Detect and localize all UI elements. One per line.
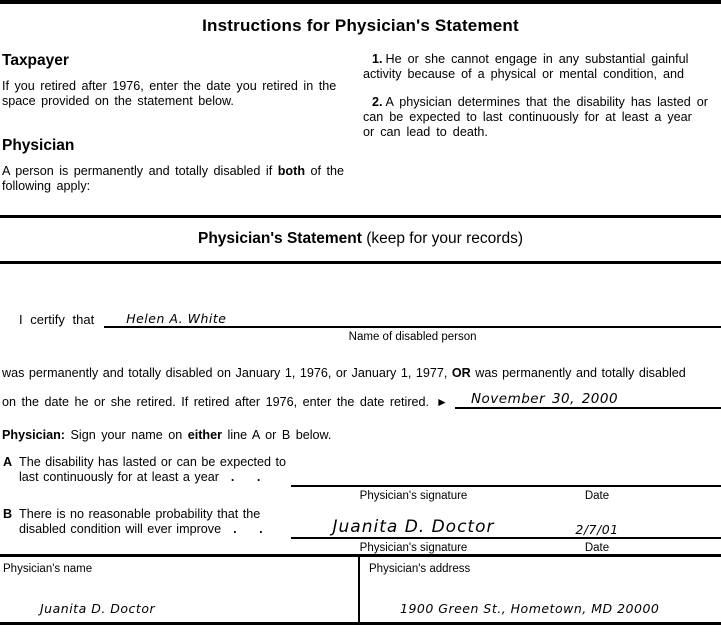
disabled-paragraph-line1 [0, 366, 721, 380]
line-a-date-label: Date [584, 490, 610, 502]
physician-name-value: Juanita D. Doctor [40, 601, 156, 616]
page-title: Instructions for Physician's Statement [202, 16, 519, 35]
sign-instruction [0, 428, 721, 442]
instructions-columns [0, 52, 721, 194]
condition-item-2 [363, 95, 708, 140]
sign-instruction-physician: Physician: [2, 428, 65, 442]
condition-item-2-number: 2. [372, 95, 383, 109]
physician-name-cell[interactable] [0, 557, 360, 622]
disabled-paragraph-pre: was permanently and totally disabled on January 1, 1976, or January 1, 1977, [2, 366, 452, 380]
line-b-labels [291, 542, 721, 554]
line-b-dot-leader: . . [233, 522, 272, 536]
line-b-description [0, 507, 291, 537]
date-retired-field[interactable] [455, 391, 721, 409]
line-b-date-value[interactable]: 2/7/01 [575, 522, 619, 537]
condition-item-1-text: He or she cannot engage in any substantial gainful activity because of a physical or mental condition, and [363, 52, 689, 81]
taxpayer-paragraph: If you retired after 1976, enter the date you retired in the space provided on the statement below. [2, 79, 337, 108]
sign-instruction-mid: Sign your name on [65, 428, 188, 442]
line-b-text-body: There is no reasonable probability that the disabled condition will ever improve [19, 507, 261, 536]
disabled-person-name-line[interactable] [104, 309, 721, 328]
condition-item-1-number: 1. [372, 52, 383, 66]
line-b-signature-value[interactable]: Juanita D. Doctor [332, 517, 495, 537]
sign-instruction-either: either [187, 428, 223, 442]
physician-address-value: 1900 Green St., Hometown, MD 20000 [400, 601, 660, 616]
physician-name-label: Physician's name [3, 563, 93, 575]
disabled-paragraph-or: OR [451, 366, 471, 380]
line-a-letter: A [3, 455, 13, 469]
taxpayer-heading: Taxpayer [2, 52, 69, 69]
statement-section-title: Physician's Statement [197, 230, 362, 247]
line-a-text [19, 455, 291, 485]
disabled-paragraph-line2 [0, 391, 721, 409]
certify-label: I certify that [19, 312, 95, 327]
physician-address-cell[interactable] [360, 557, 721, 622]
sign-instruction-post: line A or B below. [222, 428, 332, 442]
line-b-letter: B [3, 507, 13, 521]
date-retired-instruction: on the date he or she retired. If retired after 1976, enter the date retired. [2, 395, 430, 409]
line-b-signature-line[interactable] [291, 517, 721, 539]
line-a-signature-block [291, 468, 721, 502]
line-b-row [0, 507, 721, 554]
physician-heading: Physician [2, 137, 75, 154]
line-a-signature-line[interactable] [291, 468, 721, 487]
disabled-person-name-caption: Name of disabled person [348, 331, 477, 343]
condition-item-1 [363, 52, 708, 82]
physician-paragraph-bold: both [277, 164, 306, 178]
statement-section-header [0, 215, 721, 264]
certify-row [0, 309, 721, 343]
date-retired-value: November 30, 2000 [470, 391, 619, 407]
line-b-signature-label: Physician's signature [359, 542, 468, 554]
right-pointer-icon: ► [436, 395, 448, 409]
instructions-left-column [2, 52, 354, 194]
disabled-person-name-value: Helen A. White [126, 311, 227, 326]
line-a-dot-leader: . . [230, 470, 270, 484]
statement-section-note: (keep for your records) [361, 230, 523, 247]
physician-paragraph [2, 164, 348, 194]
condition-item-2-text: A physician determines that the disability has lasted or can be expected to last continuously for at least a year or can lead to death. [363, 95, 708, 139]
line-a-description [0, 455, 291, 485]
disabled-paragraph-post: was permanently and totally disabled [470, 366, 686, 380]
line-a-text-body: The disability has lasted or can be expected to last continuously for at least a year [19, 455, 287, 484]
line-a-signature-label: Physician's signature [359, 490, 468, 502]
line-a-row [0, 455, 721, 502]
physician-info-table [0, 554, 721, 625]
line-b-date-label: Date [584, 542, 610, 554]
line-b-text [19, 507, 291, 537]
top-rule [0, 0, 721, 4]
physician-paragraph-post: of the following apply: [2, 164, 345, 193]
line-b-signature-block [291, 517, 721, 554]
disabled-person-name-field[interactable] [104, 309, 721, 343]
line-a-labels [291, 490, 721, 502]
instructions-right-column [354, 52, 718, 194]
physician-address-label: Physician's address [369, 563, 471, 575]
physician-paragraph-pre: A person is permanently and totally disabled if [2, 164, 278, 178]
